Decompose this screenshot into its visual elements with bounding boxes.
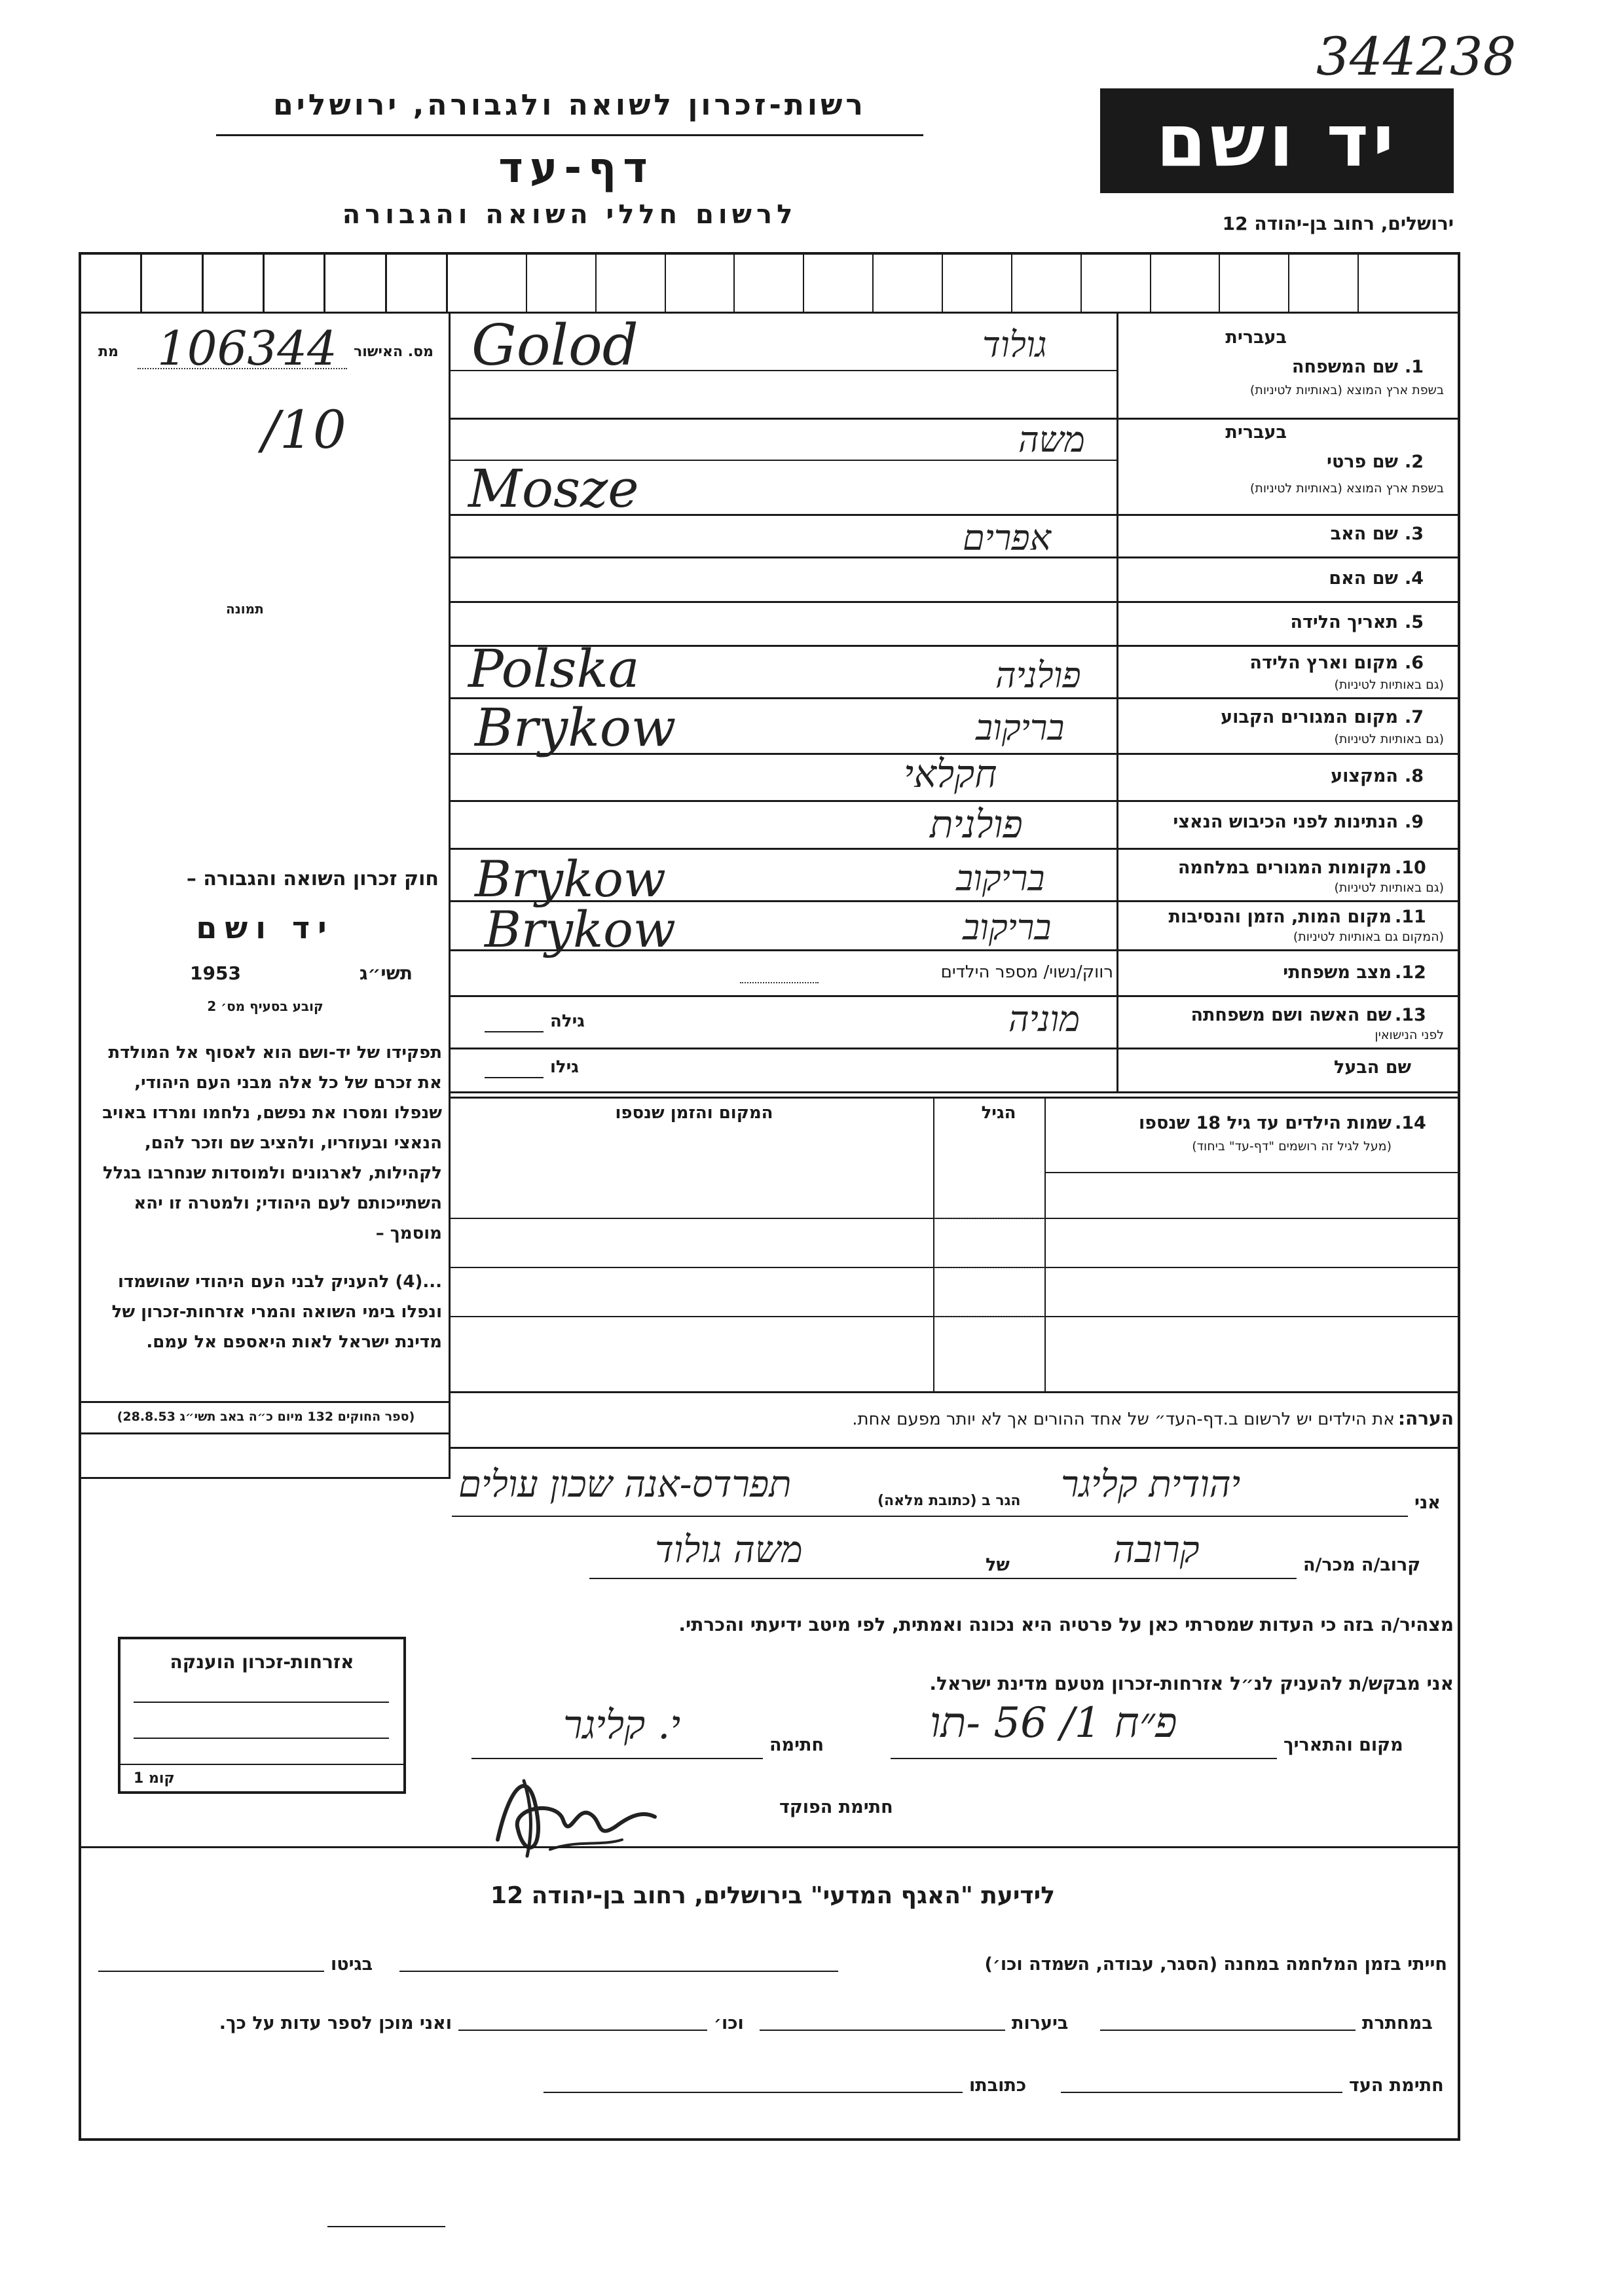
footer-line-2d: ואני מוכן לספר עדות על כך.	[219, 2013, 452, 2033]
row-7-latin: Brykow	[475, 697, 676, 758]
row-2-tag: בעברית	[1225, 422, 1287, 443]
row-13-hebrew: מוניה	[1008, 998, 1080, 1040]
children-col-divider-1	[933, 1099, 934, 1393]
children-sub: (מעל לגיל זה רושמים "דף-עד" ביחוד)	[1192, 1139, 1392, 1154]
row-9-num: 9.	[1405, 812, 1424, 832]
children-count-line	[740, 982, 819, 983]
row-1-label: שם המשפחה	[1291, 357, 1398, 377]
stray-line	[327, 2226, 445, 2227]
row-6-hebrew: פולניה	[995, 655, 1081, 696]
of-value: משה גולוד	[655, 1529, 803, 1571]
of-label: של	[986, 1555, 1010, 1575]
footer-line-3b: כתובתו	[969, 2075, 1027, 2096]
row-7-hebrew: בריקוב	[976, 707, 1065, 748]
row-7-label: מקום המגורים הקבוע	[1221, 707, 1398, 727]
row-line-14	[451, 1091, 1458, 1093]
declaration-statement: מצהיר/ה בזה כי העדות שמסרתי כאן על פרטיה היא נכונה ואמתית, לפי מיטב ידיעתי והכרתי.	[678, 1614, 1454, 1635]
row-5-label: תאריך הלידה	[1290, 612, 1398, 632]
footer-line-2a: במחתרת	[1362, 2013, 1433, 2033]
note-bottom-line	[451, 1447, 1458, 1449]
row-10-latin: Brykow	[475, 850, 666, 908]
footer-line-1-blank	[399, 1971, 838, 1972]
law-year-row	[92, 962, 439, 989]
row-11-num: 11.	[1395, 907, 1426, 927]
form-subtitle: לרשום חללי השואה והגבורה	[342, 200, 798, 230]
place-date-value: פ״ח 1/ 56 -תו	[930, 1699, 1177, 1747]
row-1-tag: בעברית	[1225, 327, 1287, 348]
header-underline	[216, 134, 923, 136]
row-line-3	[451, 556, 1458, 558]
row-6-label: מקום וארץ הלידה	[1249, 653, 1398, 673]
yad-vashem-logo	[1100, 88, 1454, 193]
law-clause: קובע בסעיף מס׳ 2	[207, 998, 323, 1014]
row-line-1	[451, 418, 1458, 420]
law-text: תפקידו של יד-ושם הוא לאסוף אל המולדת את זכרם של כל אלה מבני העם היהודי, שנפלו ומסרו את נפשם, נלחמו ומרדו באויב הנאצי ובעוזריו, ולהציב שם וזכר להם, לקהילות, לארגונים ולמוסדות שנחרבו בגלל השתייכותם לעם היהודי; ולמטרה זו יהא מוסמך –	[102, 1043, 442, 1243]
law-text-2: ...(4) להעניק לבני העם היהודי שהושמדו ונפלו בימי השואה והמרי אזרחות-זכרון של מדינת ישראל לאות היאספם אל עמם.	[111, 1272, 442, 1352]
row-13-num: 13.	[1395, 1005, 1426, 1025]
row-11-hebrew: בריקוב	[963, 907, 1052, 948]
row-10-label: מקומות המגורים במלחמה	[1177, 858, 1392, 878]
law-title: חוק זכרון השואה והגבורה –	[186, 867, 439, 890]
children-col-age: הגיל	[981, 1103, 1016, 1123]
signature-label: חתימה	[769, 1735, 824, 1755]
row-2-latin: Mosze	[468, 458, 639, 519]
approval-line	[138, 368, 347, 369]
memorial-box-number: קומ 1	[134, 1770, 175, 1787]
children-num: 14.	[1395, 1113, 1426, 1133]
row-1-sub: בשפת ארץ המוצא (באותיות לטיניות)	[1249, 383, 1444, 397]
children-col-place: המקום והזמן שנספו	[615, 1103, 773, 1123]
memorial-citizenship-box	[118, 1637, 406, 1794]
footer-line-2c-blank	[458, 2030, 707, 2031]
footer-line-2a-blank	[1100, 2030, 1356, 2031]
declaration-name: יהודית קליגר	[1061, 1463, 1241, 1506]
authority-title: רשות-זכרון לשואה ולגבורה, ירושלים	[273, 88, 866, 122]
address: ירושלים, רחוב בן-יהודה 12	[1222, 213, 1454, 234]
row-4-label: שם האם	[1329, 568, 1398, 589]
row-10-num: 10.	[1395, 858, 1426, 878]
row-9-label: הנתינות לפני הכיבוש הנאצי	[1173, 812, 1398, 832]
wife-age-line	[485, 1031, 544, 1032]
footer-line-3b-blank	[544, 2092, 963, 2093]
law-name: יד ושם	[196, 910, 335, 945]
row-8-label: המקצוע	[1331, 766, 1398, 786]
law-year-label: תשי״ג	[360, 962, 413, 984]
row-line-4	[451, 601, 1458, 603]
footer-line-2b-blank	[760, 2030, 1005, 2031]
place-date-label: מקום והתאריך	[1283, 1735, 1403, 1755]
declaration-address-label: הגר ב (כתובת מלאה)	[877, 1493, 1021, 1509]
row-10-hebrew: בריקוב	[956, 858, 1045, 899]
row-3-label: שם האב	[1330, 524, 1398, 544]
children-col-divider-2	[1044, 1099, 1046, 1393]
row-7-num: 7.	[1405, 707, 1424, 727]
row-12-options: רווק/נשוי/ מספר הילדים	[940, 962, 1113, 982]
row-2-hebrew: משה	[1018, 419, 1085, 460]
note-row	[458, 1408, 1454, 1434]
number-ten: /10	[262, 399, 346, 460]
row-line-13	[451, 1048, 1458, 1049]
relative-value: קרובה	[1113, 1529, 1200, 1571]
row-8-num: 8.	[1405, 766, 1424, 786]
form-title: דף-עד	[498, 144, 654, 192]
declaration-line-1	[452, 1516, 1408, 1517]
logo-text: יד ושם	[1156, 99, 1398, 183]
row-8-hebrew: חקלאי	[904, 752, 997, 796]
row-5-num: 5.	[1405, 612, 1424, 632]
declaration-request: אני מבקש/ת להעניק לנ״ל אזרחות-זכרון מטעם מדינת ישראל.	[929, 1673, 1454, 1694]
footer-line-1b: בגיטו	[331, 1954, 373, 1975]
children-top-line	[451, 1097, 1458, 1099]
row-line-12	[451, 995, 1458, 997]
approval-label: מס. האישור	[354, 344, 434, 360]
relative-label: קרוב/ה מכר/ה	[1303, 1555, 1421, 1575]
row-1-hebrew: גולוד	[982, 324, 1047, 365]
row-12-label: מצב משפחתי	[1283, 962, 1392, 983]
archive-number: 344238	[1316, 26, 1517, 87]
row-10-sub: (גם באותיות לטיניות)	[1334, 881, 1444, 895]
law-year: 1953	[190, 962, 241, 984]
row-3-num: 3.	[1405, 524, 1424, 544]
left-panel-divider	[449, 314, 451, 1479]
row-4-num: 4.	[1405, 568, 1424, 589]
row-6-num: 6.	[1405, 653, 1424, 673]
row-6-latin: Polska	[468, 638, 640, 699]
row-1-latin: Golod	[471, 313, 638, 378]
row-11-sub: (המקום גם באותיות לטיניות)	[1293, 930, 1444, 944]
place-date-line	[891, 1758, 1277, 1759]
row-12-num: 12.	[1395, 962, 1426, 983]
row-11-label: מקום המות, הזמן והנסיבות	[1168, 907, 1392, 927]
memorial-box-title: אזרחות-זכרון הוענקה	[170, 1651, 354, 1673]
footer-title: לידיעת "האגף המדעי" בירושלים, רחוב בן-יהודה 12	[490, 1882, 1055, 1909]
row-13-sub: לפני הנישואין	[1375, 1028, 1444, 1042]
law-source: (ספר החוקים 132 מיום כ״ה באב תשי״ג 28.8.53)	[117, 1410, 415, 1424]
footer-line-3a-blank	[1061, 2092, 1342, 2093]
children-label: שמות הילדים עד גיל 18 שנספו	[1138, 1113, 1392, 1133]
row-11-latin: Brykow	[485, 900, 676, 958]
children-dotted-3	[934, 1316, 1044, 1317]
children-dotted-1	[934, 1218, 1044, 1219]
footer-line-3a: חתימת העד	[1349, 2075, 1444, 2096]
husband-age-label: גילו	[550, 1057, 579, 1077]
source-bottom-line	[81, 1432, 451, 1434]
official-label: חתימת הפוקד	[779, 1797, 893, 1817]
declaration-address: תפרדס-אנה שכון עולים	[458, 1463, 792, 1506]
children-bottom-line	[451, 1391, 1458, 1393]
row-3-hebrew: אפרים	[963, 517, 1052, 558]
children-dotted-2	[934, 1267, 1044, 1268]
row-2-num: 2.	[1405, 452, 1424, 472]
row-1-num: 1.	[1405, 357, 1424, 377]
signature-value: י. קליגר	[563, 1702, 681, 1748]
row-7-sub: (גם באותיות לטיניות)	[1334, 732, 1444, 746]
husband-label: שם הבעל	[1333, 1057, 1411, 1078]
footer-line-1b-blank	[98, 1971, 324, 1972]
footer-line-1: חייתי בזמן המלחמה במחנה (הסגר, עבודה, השמדה וכו׳)	[984, 1954, 1447, 1975]
wife-age-label: גילה	[550, 1011, 585, 1031]
code-boxes	[81, 255, 1458, 314]
footer-line-2b: ביערות	[1012, 2013, 1069, 2033]
row-6-sub: (גם באותיות לטיניות)	[1334, 678, 1444, 692]
husband-age-line	[485, 1077, 544, 1078]
declaration-ani: אני	[1414, 1493, 1441, 1513]
label-column-divider	[1116, 314, 1118, 1091]
note-label: הערה:	[1397, 1408, 1454, 1429]
source-top-line	[81, 1401, 451, 1403]
footer-line-2c: וכו׳	[714, 2013, 744, 2033]
footer-top-line	[81, 1846, 1458, 1848]
children-row-line-1	[1044, 1172, 1458, 1173]
row-13-label: שם האשה ושם משפחתה	[1190, 1005, 1392, 1025]
left-panel-bottom	[81, 1477, 451, 1479]
row-9-hebrew: פולנית	[930, 802, 1023, 847]
approval-number: 106344	[157, 321, 337, 376]
declaration-line-2	[589, 1578, 1297, 1579]
row-2-sub: בשפת ארץ המוצא (באותיות לטיניות)	[1249, 481, 1444, 496]
note-text: את הילדים יש לרשום ב.דף-העד״ של אחד ההורים אך לא יותר מפעם אחת.	[852, 1410, 1395, 1429]
row-2-label: שם פרטי	[1327, 452, 1398, 472]
at-label: מת	[98, 344, 119, 360]
photo-label: תמונה	[226, 601, 264, 617]
